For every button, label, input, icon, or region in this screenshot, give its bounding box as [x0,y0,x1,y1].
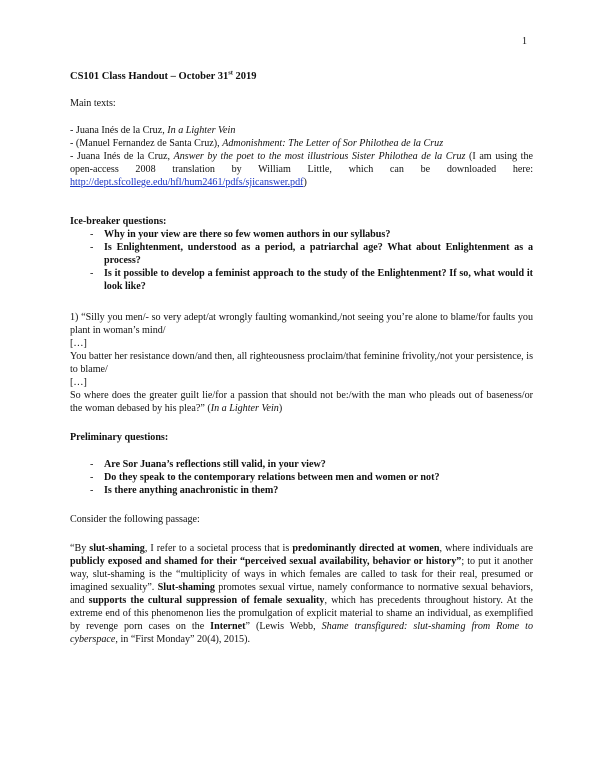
quote-ellipsis: […] [70,338,87,349]
list-item: - Is there anything anachronistic in them? [90,485,279,496]
list-item: - Why in your view are there so few women authors in our syllabus? [90,229,391,240]
poem-quote [70,311,533,415]
main-texts-list [70,124,533,189]
preliminary-heading: Preliminary questions: [70,432,169,443]
main-texts-label: Main texts: [70,98,116,109]
main-text-item: - Juana Inés de la Cruz, In a Lighter Vein [70,125,236,136]
quote-para: You batter her resistance down/and then, all righteousness proclaim/that feminine frivolity,/not your persistence, is to blame/ [70,351,533,375]
quote-ellipsis: […] [70,377,87,388]
list-item: - Do they speak to the contemporary relations between men and women or not? [90,472,440,483]
list-item: - Is Enlightenment, understood as a period, a patriarchal age? What about Enlightenment as a process? [90,242,533,266]
quote-para: So where does the greater guilt lie/for a passion that should not be:/with the man who pleads out of baseness/or the woman debased by his plea?” (In a Lighter Vein) [70,390,533,414]
consider-label: Consider the following passage: [70,514,200,525]
preliminary-list [70,458,533,497]
page-number: 1 [522,36,527,47]
main-text-item: - (Manuel Fernandez de Santa Cruz), Admonishment: The Letter of Sor Philothea de la Cruz [70,138,444,149]
handout-body [70,70,533,646]
list-item: - Are Sor Juana’s reflections still valid, in your view? [90,459,326,470]
icebreaker-list [70,228,533,293]
page-title: CS101 Class Handout – October 31st 2019 [70,69,257,82]
quote-para: 1) “Silly you men/- so very adept/at wrongly faulting womankind,/not seeing you’re alone to blame/for faults you plant in woman’s mind/ [70,312,533,336]
list-item: - Is it possible to develop a feminist approach to the study of the Enlightenment? If so, what would it look like? [90,268,533,292]
download-link[interactable]: http://dept.sfcollege.edu/hfl/hum2461/pdfs/sjicanswer.pdf [70,177,304,188]
main-text-item: - Juana Inés de la Cruz, Answer by the poet to the most illustrious Sister Philothea de la Cruz (I am using the open-access 2008 translation by William Little, which can be downloaded here: http://dept.sfcollege.edu/hfl/hum2461/pdfs/sjicanswer.pdf) [70,151,534,188]
icebreaker-heading: Ice-breaker questions: [70,216,167,227]
passage-quote: “By slut-shaming, I refer to a societal process that is predominantly directed at women, where individuals are publicly exposed and shamed for their “perceived sexual availability, behavior or history”; to put it another way, slut-shaming is the “multiplicity of ways in which females are called to task for their real, presumed or imagined sexuality”. Slut-shaming promotes sexual virtue, namely conformance to normative sexual behaviors, and supports the cultural suppression of female sexuality, which has precedents throughout history. At the extreme end of this phenomenon lies the promulgation of explicit material to shame an individual, as exemplified by revenge porn cases on the Internet” (Lewis Webb, Shame transfigured: slut-shaming from Rome to cyberspace, in “First Monday” 20(4), 2015). [70,543,534,645]
